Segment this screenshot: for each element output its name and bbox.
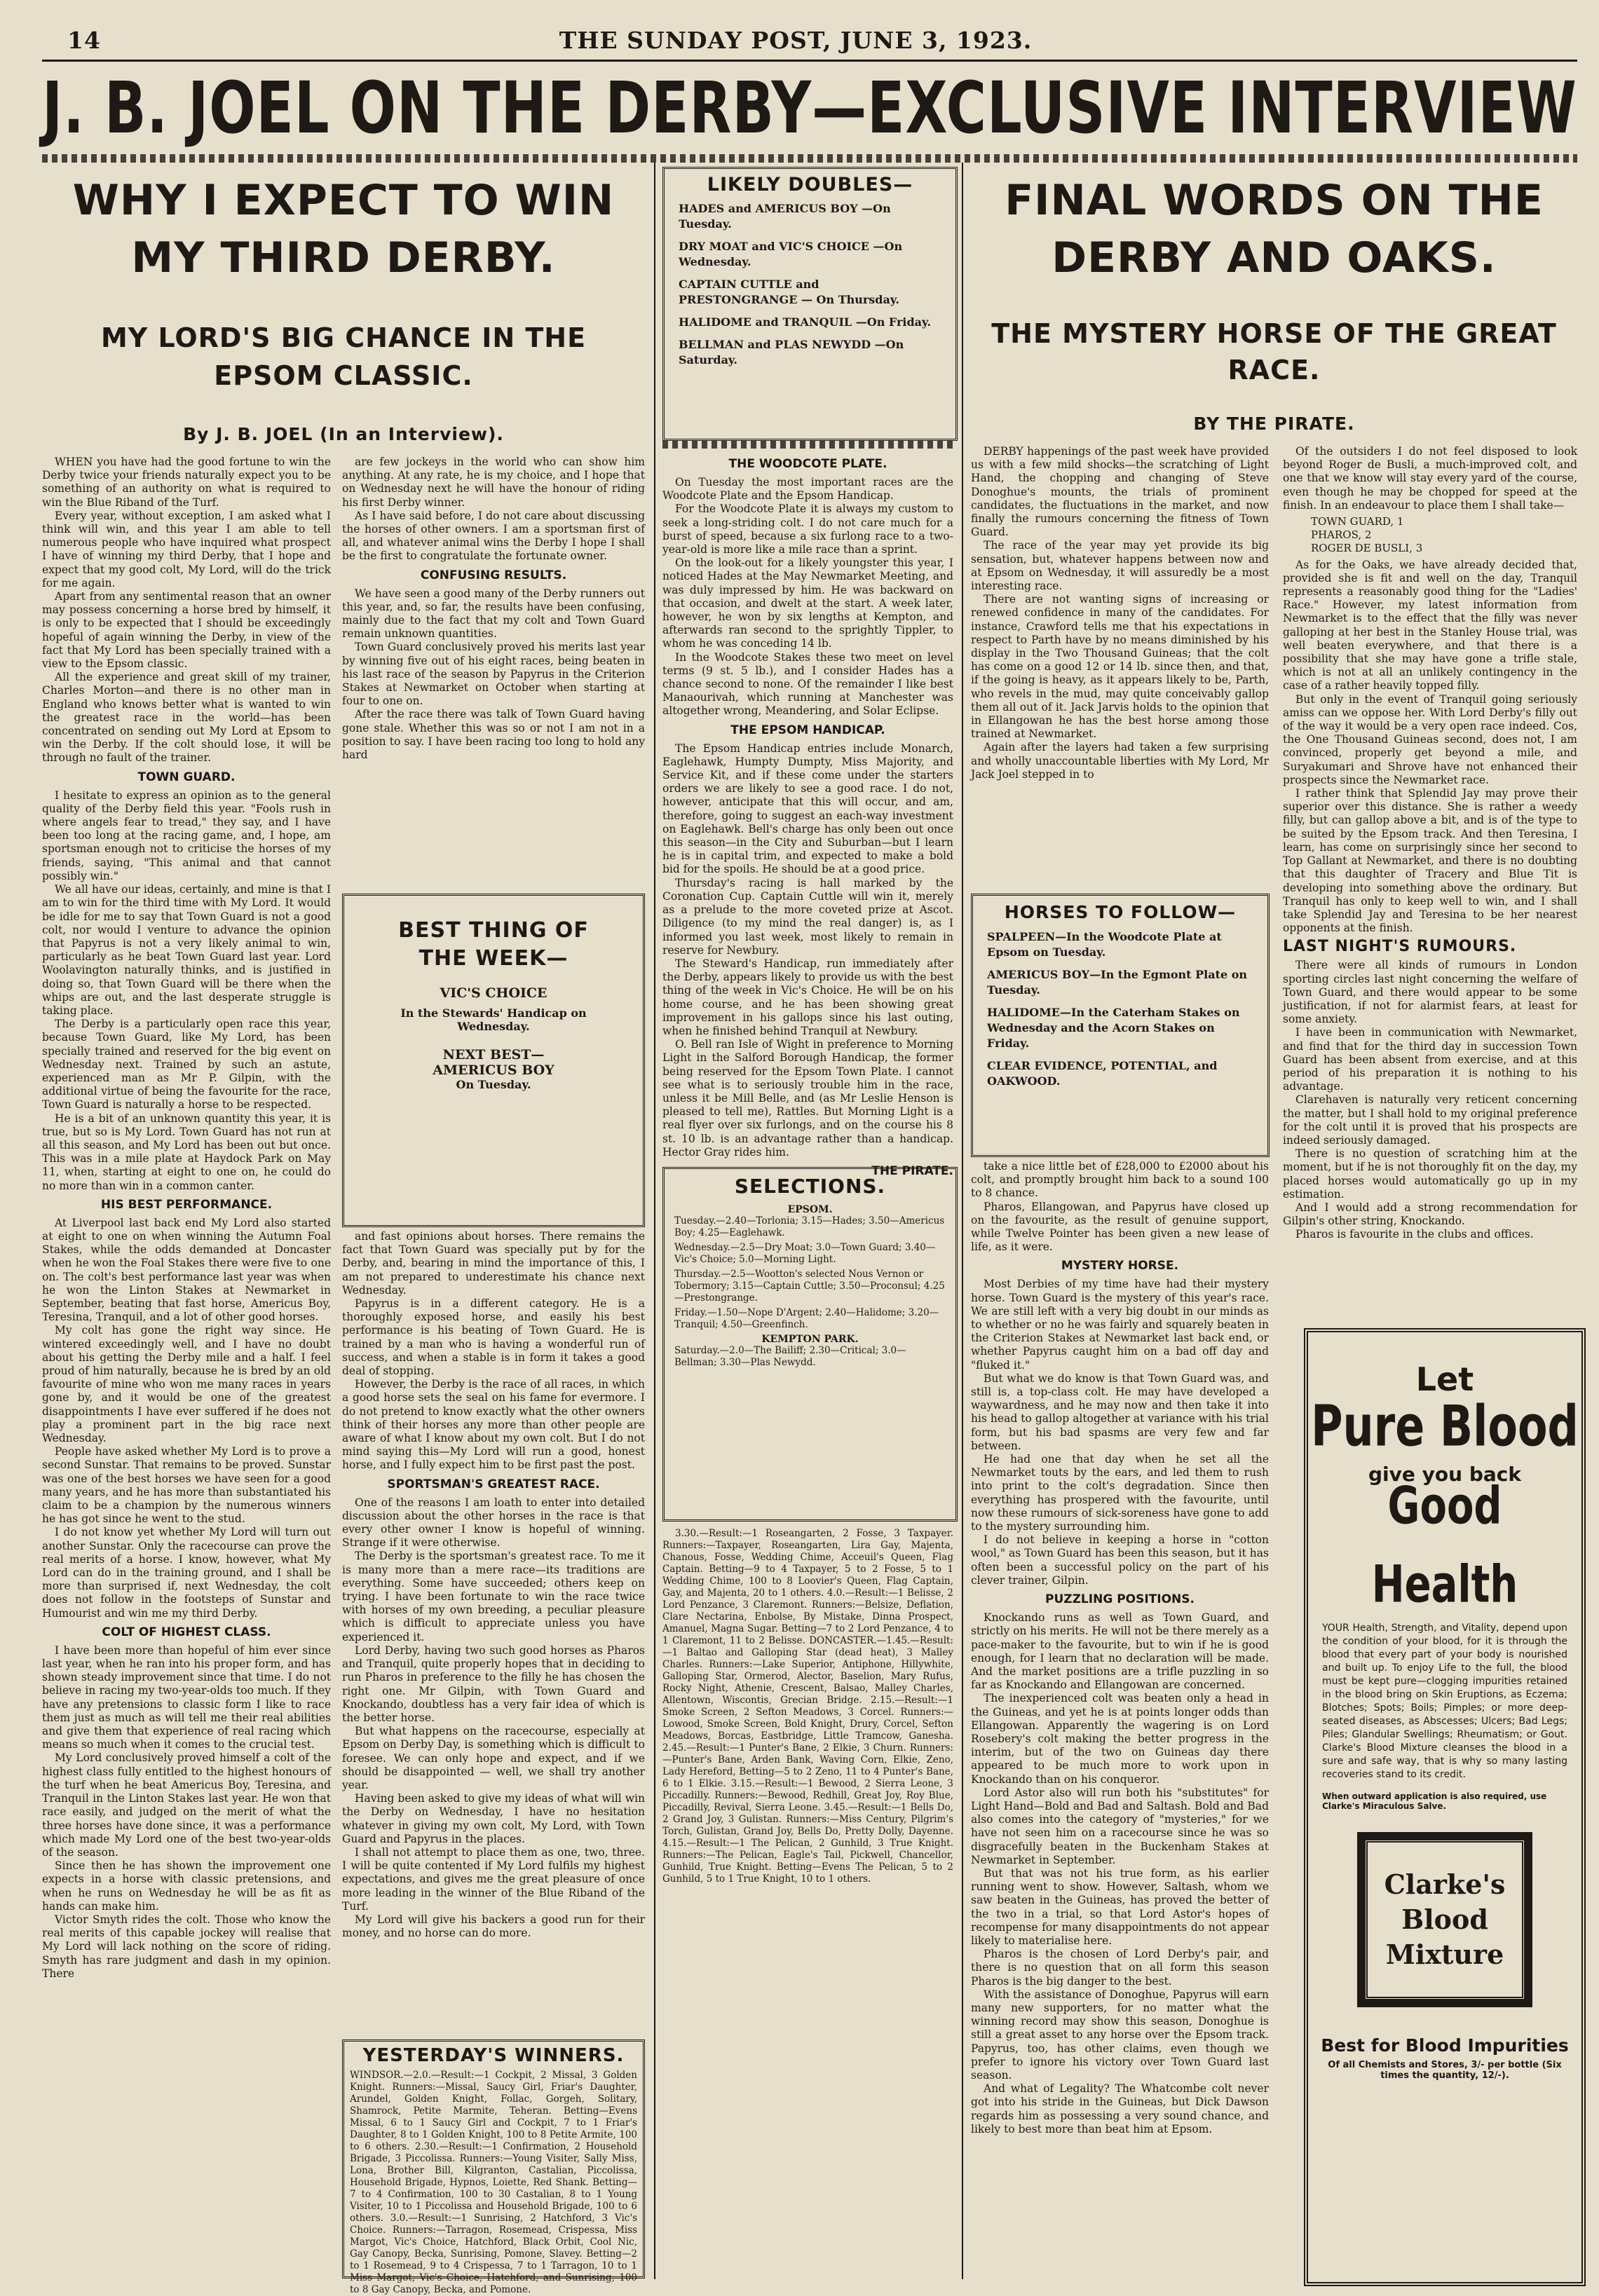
paragraph: are few jockeys in the world who can show him anything. At any rate, he is my choice, and I hope that on Wednesday next he will have the honour of riding his first Derby winner. xyxy=(342,456,645,509)
right-headline-line2: DERBY AND OAKS. xyxy=(1052,233,1497,282)
ad-brand-line1: Clarke's xyxy=(1384,1868,1506,1900)
selection-row: Wednesday.—2.5—Dry Moat; 3.0—Town Guard; 3.40—Vic's Choice; 5.0—Morning Light. xyxy=(674,1242,936,1265)
paragraph: take a nice little bet of £28,000 to £2000 about his colt, and promptly brought him back to a sound 100 to 8 chance. xyxy=(971,1160,1269,1200)
paragraph: I shall not attempt to place them as one, two, three. I will be quite contented if My Lord fulfils my highest expectations, and gives me the great pleasure of once more leading in the winner of the Blue Riband of the Turf. xyxy=(342,1845,645,1913)
paragraph: Victor Smyth rides the colt. Those who know the real merits of this capable jockey will realise that My Lord will lack nothing on the score of riding. Smyth has rare judgment and dash in my opinion. There xyxy=(42,1913,331,1980)
double-item: HADES and AMERICUS BOY —On Tuesday. xyxy=(679,202,891,231)
paragraph: Pharos, Ellangowan, and Papyrus have closed up on the favourite, as the result of genuine support, while Twelve Pointer has been given a new lease of life, as it were. xyxy=(971,1200,1269,1254)
subheading: COLT OF HIGHEST CLASS. xyxy=(102,1625,271,1639)
subheading: TOWN GUARD. xyxy=(137,770,236,784)
paragraph: On Tuesday the most important races are the Woodcote Plate and the Epsom Handicap. xyxy=(662,476,953,503)
ornamental-rule xyxy=(662,440,953,449)
paragraph: And what of Legality? The Whatcombe colt never got into his stride in the Guineas, but Dick Dawson regards him as possessing a very sound chance, and likely to best more than beat him at Epsom. xyxy=(971,2082,1269,2136)
paragraph: After the race there was talk of Town Guard having gone stale. Whether this was so or not I am not in a position to say. I have been racing too long to hold any hard xyxy=(342,708,645,762)
left-column-2-top xyxy=(342,456,645,887)
ad-brand-line2: Blood xyxy=(1401,1904,1488,1935)
paragraph: Pharos is the chosen of Lord Derby's pair, and there is no question that on all form this season Pharos is the big danger to the best. xyxy=(971,1948,1269,1988)
subheading: THE WOODCOTE PLATE. xyxy=(728,457,887,471)
middle-column-text xyxy=(662,452,953,1178)
likely-doubles-list xyxy=(679,201,941,368)
next-best-pick: AMERICUS BOY xyxy=(433,1062,554,1078)
epsom-heading: EPSOM. xyxy=(787,1204,833,1215)
best-title-line1: BEST THING OF xyxy=(398,918,589,943)
paragraph: I do not believe in keeping a horse in "cotton wool," as Town Guard has been this season, but it has often been a successful policy on the part of his clever trainer, Gilpin. xyxy=(971,1533,1269,1587)
right-column-2 xyxy=(1283,445,1577,1321)
paragraph: There are not wanting signs of increasing or renewed confidence in many of the candidates. For instance, Crawford tells me that his expectations in respect to Parth have by no means diminished by his display in the Two Thousand Guineas; that the colt has come on a good 12 or 14 lb. since then, and that, if the going is heavy, as it appears likely to be, Parth, who revels in the mud, may quite conceivably gallop them all out of it. Jack Jarvis holds to the opinion that in Ellangowan he has the best horse among those trained at Newmarket. xyxy=(971,593,1269,741)
horses-to-follow-list xyxy=(987,929,1253,1089)
placing: TOWN GUARD, 1 xyxy=(1311,515,1404,528)
paragraph: But what we do know is that Town Guard was, and still is, a top-class colt. He may have developed a waywardness, and he may now and then take it into his head to gallop altogether at variance with his trial form, but his bad spasms are very few and far between. xyxy=(971,1372,1269,1452)
subheading: PUZZLING POSITIONS. xyxy=(1045,1592,1195,1607)
subheading: HIS BEST PERFORMANCE. xyxy=(100,1197,273,1212)
likely-doubles-box xyxy=(662,167,958,441)
follow-item: SPALPEEN—In the Woodcote Plate at Epsom on Tuesday. xyxy=(987,930,1222,959)
clarkes-blood-mixture-ad xyxy=(1304,1328,1586,2286)
yesterdays-winners-box xyxy=(342,2039,645,2295)
paragraph: The Derby is a particularly open race this year, because Town Guard, like My Lord, has been specially trained and reserved for the big event on Wednesday next. Trained by such an astute, experienced man as Mr P. Gilpin, with the additional virtue of being the favourite for the race, Town Guard is naturally a horse to be respected. xyxy=(42,1018,331,1112)
ad-brand-line3: Mixture xyxy=(1385,1939,1504,1970)
left-subhead-line1: MY LORD'S BIG CHANCE IN THE xyxy=(100,322,587,353)
paragraph: Most Derbies of my time have had their mystery horse. Town Guard is the mystery of this year's race. We are still left with a very big doubt in our minds as to whether or no he was fairly and squarely beaten in the Criterion Stakes at Newmarket last back end, or whether Papyrus caught him on a bad off day and "fluked it." xyxy=(971,1278,1269,1372)
yesterdays-winners-title: YESTERDAY'S WINNERS. xyxy=(362,2045,625,2066)
right-column-1-top xyxy=(971,445,1269,887)
ad-logo xyxy=(1364,1839,1525,2000)
paragraph: I do not know yet whether My Lord will turn out another Sunstar. Only the racecourse can prove the real merits of a horse. I know, however, what My Lord can do in the training ground, and I shall be more than surprised if, next Wednesday, the colt does not follow in the footsteps of Sunstar and Humourist and win me my third Derby. xyxy=(42,1526,331,1620)
left-column-2-bottom xyxy=(342,1230,645,2032)
paragraph: I have been in communication with Newmarket, and find that for the third day in succession Town Guard has been absent from exercise, and at this period of his preparation it is nothing to his advantage. xyxy=(1283,1026,1577,1093)
paragraph: Lord Astor also will run both his "substitutes" for Light Hand—Bold and Bad and Saltash. Bold and Bad also comes into the category of "mysteries," for we have not seen him on a racecourse since he was so disgracefully beaten in the Buckenham Stakes at Newmarket in September. xyxy=(971,1786,1269,1866)
paragraph: However, the Derby is the race of all races, in which a good horse sets the seal on his fame for evermore. I do not pretend to know exactly what the other owners think of their horses any more than other people are aware of what I know about my own colt. But I do not mind saying this—My Lord will run a good, honest horse, and I fully expect him to be first past the post. xyxy=(342,1378,645,1472)
banner-headline: J. B. JOEL ON THE DERBY—EXCLUSIVE INTERVIEW xyxy=(42,67,1577,150)
selections-list xyxy=(674,1204,946,1369)
subheading: SPORTSMAN'S GREATEST RACE. xyxy=(387,1477,600,1491)
right-column-1-bottom xyxy=(971,1160,1269,2278)
results-text: 3.30.—Result:—1 Roseangarten, 2 Fosse, 3 Taxpayer. Runners:—Taxpayer, Roseangarten, Lira Gay, Majenta, Chanous, Fosse, Wedding Chime, Acceuil's Queen, Flag Captain. Betting—9 to 4 Taxpayer, 5 to 2 Fosse, 5 to 1 Wedding Chime, 100 to 8 Loovier's Queen, Flag Captain, Gay, and Majenta, 20 to 1 others. 4.0.—Result:—1 Belisse, 2 Lord Penzance, 3 Claremont. Runners:—Belsize, Deflation, Clare Nectarina, Enbolse, By Mistake, Dinna Prospect, Amanuel, Magna Sugar. Betting—7 to 2 Lord Penzance, 4 to 1 Claremont, 11 to 2 Belisse. DONCASTER.—1.45.—Result:—1 Baltao and Galloping Star (dead heat), 3 Malley Charles. Runners:—Lake Superior, Antiphone, Hillywhite, Galloping Star, Ormerod, Alector, Baselion, Mary Rufus, Rocky Night, Athenie, Crescent, Balsao, Malley Charles, Allentown, Wiscontis, Grecian Bridge. 2.15.—Result:—1 Smoke Screen, 2 Sefton Meadows, 3 Corcel. Runners:—Lowood, Smoke Screen, Bold Knight, Drury, Corcel, Sefton Meadows, Borcas, Eastbridge, Little Tramcow, Ganesha. 2.45.—Result:—1 Punter's Bane, 2 Elkie, 3 Churn. Runners:—Punter's Bane, Arden Bank, Waving Corn, Elkie, Zeno, Lady Hereford, Betting—5 to 2 Zeno, 11 to 4 Punter's Bane, 6 to 1 Elkie. 3.15.—Result:—1 Bewood, 2 Sierra Leone, 3 Piccadilly. Runners:—Bewood, Redhill, Great Joy, Roy Blue, Piccadilly, Revival, Sierra Leone. 3.45.—Result:—1 Bells Do, 2 Grand Joy, 3 Gulistan. Runners:—Miss Century, Pilgrim's Torch, Gulistan, Grand Joy, Bells Do, Pretty Dolly, Dayenne. 4.15.—Result:—1 The Pelican, 2 Gunhild, 3 True Knight. Runners:—The Pelican, Eagle's Tail, Pickwell, Chancellor, Gunhild, True Knight. Betting—Evens The Pelican, 5 to 2 Gunhild, 5 to 1 True Knight, 10 to 1 others. xyxy=(662,1528,953,1885)
paragraph: On the look-out for a likely youngster this year, I noticed Hades at the May Newmarket Meeting, and was duly impressed by him. He was backward on that occasion, and dwelt at the start. A week later, however, he won by six lengths at Kempton, and afterwards ran second to the sprightly Tippler, to whom he was conceding 14 lb. xyxy=(662,556,953,650)
selections-box xyxy=(662,1167,958,1522)
follow-item: CLEAR EVIDENCE, POTENTIAL, and OAKWOOD. xyxy=(987,1059,1218,1088)
subheading: THE EPSOM HANDICAP. xyxy=(730,723,885,737)
paragraph: Since then he has shown the improvement one expects in a horse with classic pretensions, and when he runs on Wednesday he will be as fit as hands can make him. xyxy=(42,1859,331,1913)
right-byline: BY THE PIRATE. xyxy=(1193,414,1355,434)
selections-title: SELECTIONS. xyxy=(734,1175,886,1198)
paragraph: I hesitate to express an opinion as to the general quality of the Derby field this year. "Fools rush in where angels fear to tread," they say, and I have been too long at the racing game, and, I hope, am sportsman enough not to criticise the horses of my friends, saying, "This animal and that cannot possibly win." xyxy=(42,788,331,882)
newspaper-title: THE SUNDAY POST, JUNE 3, 1923. xyxy=(559,27,1033,54)
paragraph: Having been asked to give my ideas of what will win the Derby on Wednesday, I have no hesitation whatever in giving my own colt, My Lord, with Town Guard and Papyrus in the places. xyxy=(342,1792,645,1845)
paragraph: Clarehaven is naturally very reticent concerning the matter, but I shall hold to my original preference for the colt until it is proved that his prospects are indeed seriously damaged. xyxy=(1283,1093,1577,1147)
paragraph: There is no question of scratching him at the moment, but if he is not thoroughly fit on the day, my placed horses would automatically go up in my estimation. xyxy=(1283,1147,1577,1201)
paragraph: My Lord conclusively proved himself a colt of the highest class fully entitled to the highest honours of the turf when he beat Americus Boy, Teresina, and Tranquil in the Linton Stakes last year. He won that race easily, and judged on the merit of what the three horses have done since, it was a performance which made My Lord one of the best two-year-olds of the season. xyxy=(42,1751,331,1859)
selection-row: Saturday.—2.0—The Bailiff; 2.30—Critical; 3.0—Bellman; 3.30—Plas Newydd. xyxy=(674,1345,906,1368)
ad-give-you-back: give you back xyxy=(1368,1463,1521,1486)
paragraph: All the experience and great skill of my trainer, Charles Morton—and there is no other man in England who knows better what is wanted to win the greatest race in the world—has been concentrated on sending out My Lord at Epsom to win the Derby. If the colt should lose, it will be through no fault of the trainer. xyxy=(42,671,331,765)
paragraph: There were all kinds of rumours in London sporting circles last night concerning the welfare of Town Guard, and there would appear to be some justification, if not for alarmist fears, at least for some anxiety. xyxy=(1283,959,1577,1026)
selection-row: Tuesday.—2.40—Torlonia; 3.15—Hades; 3.50—Americus Boy; 4.25—Eaglehawk. xyxy=(674,1215,945,1238)
paragraph: Apart from any sentimental reason that an owner may possess concerning a horse bred by himself, it is only to be expected that I should be exceedingly hopeful of again winning the Derby, in view of the fact that My Lord has been specially trained with a view to the Epsom classic. xyxy=(42,590,331,671)
paragraph: Town Guard conclusively proved his merits last year by winning five out of his eight races, being beaten in his last race of the season by Papyrus in the Criterion Stakes at Newmarket on October when starting at four to one on. xyxy=(342,641,645,708)
left-headline xyxy=(42,172,645,287)
next-best-detail: On Tuesday. xyxy=(456,1078,531,1091)
best-thing-title xyxy=(344,917,643,973)
right-subhead-line1: THE MYSTERY HORSE OF THE GREAT xyxy=(991,318,1557,349)
double-item: CAPTAIN CUTTLE and PRESTONGRANGE — On Thursday. xyxy=(679,278,899,306)
paragraph: He is a bit of an unknown quantity this year, it is true, but so is My Lord. Town Guard has not run at all this season, and My Lord has been out but once. This was in a mile plate at Haydock Park on May 11, when, starting at eight to one on, he could do no more than win in a common canter. xyxy=(42,1112,331,1192)
paragraph: and fast opinions about horses. There remains the fact that Town Guard was specially put by for the Derby, and, bearing in mind the importance of this, I am not prepared to underestimate his chance next Wednesday. xyxy=(342,1230,645,1297)
paragraph: Every year, without exception, I am asked what I think will win, and this year I am able to tell numerous people who have inquired what prospect I have of winning my third Derby, that I hope and expect that my good colt, My Lord, will do the trick for me again. xyxy=(42,509,331,589)
paragraph: Knockando runs as well as Town Guard, and strictly on his merits. He will not be there merely as a pace-maker to the favourite, but to win if he is good enough, for I learn that no declaration will be made. And the market positions are a trifle puzzling in so far as Knockando and Ellangowan are concerned. xyxy=(971,1611,1269,1692)
paragraph: Lord Derby, having two such good horses as Pharos and Tranquil, quite properly hopes that in deciding to run Pharos in preference to the filly he has chosen the right one. Mr Gilpin, with Town Guard and Knockando, doubtless has a very fair idea of which is the better horse. xyxy=(342,1644,645,1724)
subheading: MYSTERY HORSE. xyxy=(1061,1259,1179,1273)
paragraph: The inexperienced colt was beaten only a head in the Guineas, and yet he is at points longer odds than Ellangowan. Apparently the wagering is on Lord Rosebery's colt making the better progress in the interim, but of the two on Guineas day there appeared to be much more to work upon in Knockando than on his conqueror. xyxy=(971,1692,1269,1786)
paragraph: Thursday's racing is hall marked by the Coronation Cup. Captain Cuttle will win it, merely as a prelude to the more coveted prize at Ascot. Diligence (to my mind the real danger) is, as I informed you last week, most likely to remain in reserve for Newbury. xyxy=(662,876,953,957)
paragraph: One of the reasons I am loath to enter into detailed discussion about the other horses in the race is that every other owner I know is hopeful of winning. Strange if it were otherwise. xyxy=(342,1496,645,1550)
next-best-label: NEXT BEST— xyxy=(442,1047,545,1062)
paragraph: At Liverpool last back end My Lord also started at eight to one on when winning the Autumn Foal Stakes, while the odds demanded at Doncaster when he won the Foal Stakes there were five to one on. The colt's best performance last year was when he won the Linton Stakes at Newmarket in September, beating that fast horse, Americus Boy, Teresina, Tranquil, and a lot of other good horses. xyxy=(42,1216,331,1324)
ad-footer: Of all Chemists and Stores, 3/- per bottle (Six times the quantity, 12/-). xyxy=(1328,2060,1562,2081)
paragraph: Of the outsiders I do not feel disposed to look beyond Roger de Busli, a much-improved colt, and one that we know will stay every yard of the course, even though he may be chopped for speed at the finish. In an endeavour to place them I shall take— xyxy=(1283,445,1577,512)
subheading: CONFUSING RESULTS. xyxy=(420,568,567,582)
paragraph: I have been more than hopeful of him ever since last year, when he ran into his proper form, and has shown steady improvement since that time. I do not believe in racing my two-year-olds too much. If they have any pretensions to classic form I like to race them just as much as will tell me their real abilities and give them that experience of real racing which means so much when it comes to the crucial test. xyxy=(42,1644,331,1751)
ad-good-health: Good Health xyxy=(1371,1477,1518,1615)
kempton-heading: KEMPTON PARK. xyxy=(761,1334,859,1345)
left-column-1 xyxy=(42,456,331,2278)
paragraph: The Derby is the sportsman's greatest race. To me it is many more than a mere race—its traditions are everything. Some have succeeded; others keep on trying. I have been fortunate to win the race twice with horses of my own breeding, a peculiar pleasure which is difficult to appreciate unless you have experienced it. xyxy=(342,1550,645,1644)
paragraph: Papyrus is in a different category. He is a thoroughly exposed horse, and easily his best performance is his beating of Town Guard. He is trained by a man who is having a wonderful run of success, and when a stable is in form it takes a good deal of stopping. xyxy=(342,1297,645,1378)
follow-item: HALIDOME—In the Caterham Stakes on Wednesday and the Acorn Stakes on Friday. xyxy=(987,1006,1240,1050)
ornamental-rule xyxy=(42,154,1577,163)
horses-to-follow-box xyxy=(971,894,1270,1157)
paragraph: Pharos is favourite in the clubs and offices. xyxy=(1295,1228,1534,1241)
paragraph: The Steward's Handicap, run immediately after the Derby, appears likely to provide us with the best thing of the week in Vic's Choice. He will be on his home course, and he has been showing great improvement in his gallops since his last outing, when he finished behind Tranquil at Newbury. xyxy=(662,957,953,1037)
likely-doubles-title: LIKELY DOUBLES— xyxy=(707,174,913,196)
rumours-heading: LAST NIGHT'S RUMOURS. xyxy=(1283,938,1517,956)
paragraph: And I would add a strong recommendation for Gilpin's other string, Knockando. xyxy=(1283,1201,1577,1228)
selection-row: Friday.—1.50—Nope D'Argent; 2.40—Halidome; 3.20—Tranquil; 4.50—Greenfinch. xyxy=(674,1307,939,1330)
race-results xyxy=(662,1528,953,2278)
ad-let: Let xyxy=(1415,1360,1474,1398)
page-number: 14 xyxy=(67,27,101,54)
column-rule xyxy=(962,163,963,2279)
paragraph: In the Woodcote Stakes these two meet on level terms (9 st. 5 lb.), and I consider Hades has a chance second to none. Of the remainder I like best Manaourivah, which running at Manchester was altogether wrong, Meandering, and Solar Eclipse. xyxy=(662,650,953,718)
paragraph: As I have said before, I do not care about discussing the horses of other owners. I am a sportsman first of all, and whatever animal wins the Derby I hope I shall be the first to congratulate the fortunate owner. xyxy=(342,509,645,563)
double-item: DRY MOAT and VIC'S CHOICE —On Wednesday. xyxy=(679,240,903,268)
paragraph: I rather think that Splendid Jay may prove their superior over this distance. She is rather a weedy filly, but can gallop above a bit, and is of the type to be suited by the Epsom track. And then Teresina, I learn, has come on surprisingly since her second to Top Gallant at Newmarket, and there is no doubting that this daughter of Tracery and Blue Tit is developing into something above the ordinary. But Tranquil has only to keep well to win, and I shall take Splendid Jay and Teresina to be her nearest opponents at the finish. xyxy=(1283,787,1577,935)
double-item: HALIDOME and TRANQUIL —On Friday. xyxy=(679,315,932,329)
best-thing-box xyxy=(342,894,645,1227)
paragraph: We all have our ideas, certainly, and mine is that I am to win for the third time with My Lord. It would be idle for me to say that Town Guard is not a good colt, nor would I venture to advance the opinion that Papyrus is not a very likely animal to win, particularly as he beat Town Guard last year. Lord Woolavington naturally thinks, and is justified in doing so, that Town Guard will be there when the whips are out, and the last desperate struggle is taking place. xyxy=(42,883,331,1017)
paragraph: But what happens on the racecourse, especially at Epsom on Derby Day, is something which is difficult to foresee. We can only hope and expect, and if we should be disappointed — well, we shall try another year. xyxy=(342,1725,645,1791)
placing: PHAROS, 2 xyxy=(1311,528,1372,542)
selection-row: Thursday.—2.5—Wootton's selected Nous Vernon or Tobermory; 3.15—Captain Cuttle; 3.50—Proconsul; 4.25—Prestongrange. xyxy=(674,1269,945,1304)
paragraph: The Epsom Handicap entries include Monarch, Eaglehawk, Humpty Dumpty, Miss Majority, and Service Kit, and if these come under the starters orders we are likely to see a good race. I do not, however, anticipate that this will occur, and am, therefore, going to suggest an each-way investment on Eaglehawk. Bell's charge has only been out once this season—in the City and Suburban—but I learn he is in capital trim, and expected to make a bold bid for the spoils. He should be at a good price. xyxy=(662,742,953,876)
left-byline: By J. B. JOEL (In an Interview). xyxy=(183,424,504,444)
right-subhead-line2: RACE. xyxy=(1227,355,1321,385)
paragraph: But that was not his true form, as his earlier running went to show. However, Saltash, whom we saw beaten in the Guineas, has proved the better of the two in a trial, so that Lord Astor's hopes of recompense for many disappointments do not appear likely to materialise here. xyxy=(971,1866,1269,1947)
paragraph: For the Woodcote Plate it is always my custom to seek a long-striding colt. I do not care much for a burst of speed, because a six furlong race to a two-year-old is more like a mile race than a sprint. xyxy=(662,503,953,556)
paragraph: DERBY happenings of the past week have provided us with a few mild shocks—the scratching of Light Hand, the chopping and changing of Steve Donoghue's mounts, the trials of prominent candidates, the fluctuations in the market, and now finally the rumours concerning the fitness of Town Guard. xyxy=(971,445,1269,539)
left-headline-line2: MY THIRD DERBY. xyxy=(131,233,556,282)
double-item: BELLMAN and PLAS NEWYDD —On Saturday. xyxy=(679,338,904,367)
paragraph: With the assistance of Donoghue, Papyrus will earn many new supporters, for no matter what the winning record may show this season, Donoghue is still a great asset to any horse over the Epsom track. Papyrus, too, has other claims, even though we prefer to ignore his victory over Town Guard last season. xyxy=(971,1988,1269,2082)
placings-list xyxy=(1311,515,1577,556)
left-subhead-line2: EPSOM CLASSIC. xyxy=(214,360,473,391)
ad-tagline: Best for Blood Impurities xyxy=(1321,2035,1569,2056)
right-headline-line1: FINAL WORDS ON THE xyxy=(1005,176,1544,225)
paragraph: People have asked whether My Lord is to prove a second Sunstar. That remains to be proved. Sunstar was one of the best horses we have seen for a good many years, and he has more than substantiated his claim to be a champion by the numerous winners he has got since he went to the stud. xyxy=(42,1445,331,1526)
paragraph: My Lord will give his backers a good run for their money, and no horse can do more. xyxy=(342,1913,645,1940)
best-title-line2: THE WEEK— xyxy=(419,946,569,971)
paragraph: He had one that day when he set all the Newmarket touts by the ears, and led them to rush into print to the colt's degradation. Since then everything has prospered with the favourite, until now these rumours of sick-soreness have gone to add to the mystery surrounding him. xyxy=(971,1453,1269,1533)
follow-item: AMERICUS BOY—In the Egmont Plate on Tuesday. xyxy=(987,968,1248,997)
left-subhead xyxy=(42,319,645,395)
paragraph: My colt has gone the right way since. He wintered exceedingly well, and I have no doubt about his getting the Derby mile and a half. I feel proud of him naturally, because he is bred by an old favourite of mine who won me many races in years gone by, and it would be one of the greatest disappointments I have ever suffered if he does not play a prominent part in the big race next Wednesday. xyxy=(42,1324,331,1445)
horses-to-follow-title: HORSES TO FOLLOW— xyxy=(1004,902,1237,922)
ad-note: When outward application is also required, use Clarke's Miraculous Salve. xyxy=(1322,1791,1547,1811)
paragraph: O. Bell ran Isle of Wight in preference to Morning Light in the Salford Borough Handicap, the former being reserved for the Epsom Town Plate. I cannot see what is to seriously trouble him in the race, unless it be Mill Belle, and (as Mr Leslie Henson is pleased to tell me), Rattles. But Morning Light is a real flyer over six furlongs, and on the course his 8 st. 10 lb. is an advantage rather than a handicap. Hector Gray rides him. xyxy=(662,1038,953,1159)
left-headline-line1: WHY I EXPECT TO WIN xyxy=(72,176,615,225)
paragraph: WHEN you have had the good fortune to win the Derby twice your friends naturally expect you to be something of an authority on what is required to win the Blue Riband of the Turf. xyxy=(42,456,331,509)
signature: THE PIRATE. xyxy=(871,1163,953,1178)
right-subhead xyxy=(971,315,1577,388)
ad-logo-plate xyxy=(1357,1832,1532,2007)
placing: ROGER DE BUSLI, 3 xyxy=(1311,542,1423,555)
ad-pure-blood: Pure Blood xyxy=(1311,1392,1579,1459)
best-pick: VIC'S CHOICE xyxy=(440,985,547,1001)
column-rule xyxy=(654,163,655,2279)
ad-body: YOUR Health, Strength, and Vitality, depend upon the condition of your blood, for it is through the blood that every part of your body is nourished and built up. To enjoy Life to the full, the blood must be kept pure—clogging impurities retained in the blood bring on Skin Eruptions, as Eczema; Blotches; Spots; Boils; Pimples; or more deep-seated diseases, as Abscesses; Ulcers; Bad Legs; Piles; Glandular Swellings; Rheumatism; or Gout. Clarke's Blood Mixture cleanses the blood in a sure and safe way, that is why so many lasting recoveries stand to its credit. xyxy=(1322,1622,1567,1780)
yesterdays-winners-text: WINDSOR.—2.0.—Result:—1 Cockpit, 2 Missal, 3 Golden Knight. Runners:—Missal, Saucy Girl, Friar's Daughter, Arundel, Golden Knight, Follac, Gorgeh, Solitary, Shamrock, Petite Marmite, Teheran. Betting—Evens Missal, 6 to 1 Saucy Girl and Cockpit, 7 to 1 Friar's Daughter, 8 to 1 Golden Knight, 100 to 8 Petite Armite, 100 to 6 others. 2.30.—Result:—1 Confirmation, 2 Household Brigade, 3 Piccolissa. Runners:—Young Visiter, Sally Miss, Lona, Brother Bill, Kilgranton, Castalian, Piccolissa, Household Brigade, Hypnos, Loiette, Red Shank. Betting—7 to 4 Confirmation, 100 to 30 Castalian, 8 to 1 Young Visiter, 10 to 1 Piccolissa and Household Brigade, 100 to 6 others. 3.0.—Result:—1 Sunrising, 2 Hatchford, 3 Vic's Choice. Runners:—Tarragon, Rosemead, Crispessa, Miss Margot, Vic's Choice, Hatchford, Black Orbit, Cool Nic, Gay Canopy, Becka, Sunrising, Pomone, Slavey. Betting—2 to 1 Rosemead, 9 to 4 Crispessa, 7 to 1 Tarragon, 10 to 1 Miss Margot, Vic's Choice, Hatchford, and Sunrising, 100 to 8 Gay Canopy, Becka, and Pomone. xyxy=(350,2070,637,2295)
best-pick-detail: In the Stewards' Handicap on Wednesday. xyxy=(400,1006,587,1033)
paragraph: As for the Oaks, we have already decided that, provided she is fit and well on the day, Tranquil represents a reasonably good thing for the "Ladies' Race." However, my latest information from Newmarket is to the effect that the filly was never galloping at her best in the Stanley House trial, was well beaten everywhere, and that there is a possibility that she may have gone a trifle stale, which is not at all an unlikely contingency in the case of a rather heavily topped filly. xyxy=(1283,558,1577,692)
paragraph: But only in the event of Tranquil going seriously amiss can we oppose her. With Lord Derby's filly out of the way it would be a very open race indeed. Cos, the One Thousand Guineas second, does not, I am convinced, properly get beyond a mile, and Suryakumari and Shrove have not enhanced their prospects since the Newmarket race. xyxy=(1283,692,1577,786)
paragraph: The race of the year may yet provide its big sensation, but, whatever happens between now and at Epsom on Wednesday, it will assuredly be a most interesting race. xyxy=(971,539,1269,593)
paragraph: Again after the layers had taken a few surprising and wholly unaccountable liberties with My Lord, Mr Jack Joel stepped in to xyxy=(971,741,1269,781)
masthead xyxy=(42,27,1549,55)
paragraph: We have seen a good many of the Derby runners out this year, and, so far, the results have been confusing, mainly due to the fact that my colt and Town Guard remain unknown quantities. xyxy=(342,587,645,641)
right-headline xyxy=(971,172,1577,287)
